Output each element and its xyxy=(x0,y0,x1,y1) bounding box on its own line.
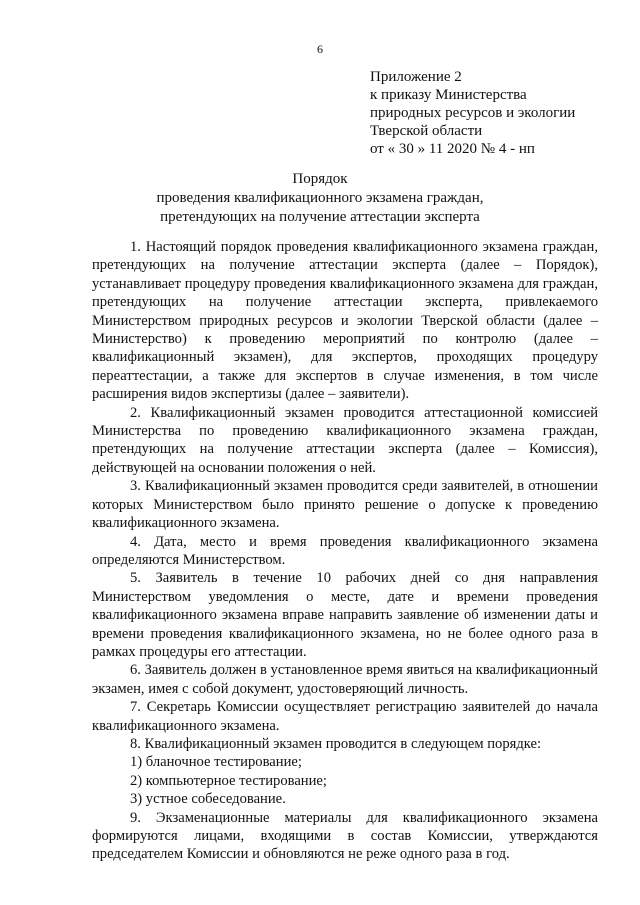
document-body xyxy=(92,238,598,864)
title-line-1: Порядок xyxy=(292,171,348,187)
document-title xyxy=(0,170,640,227)
paragraph-8: 8. Квалификационный экзамен проводится в следующем порядке: xyxy=(130,735,542,752)
paragraph-2: 2. Квалификационный экзамен проводится аттестационной комиссией Министерства по проведению квалификационного экзамена граждан, претендующих на получение аттестации эксперта (далее – Комиссия), действующей на основании положения о ней. xyxy=(92,404,598,476)
appendix-line-4: Тверской области xyxy=(370,123,483,139)
title-line-2: проведения квалификационного экзамена граждан, xyxy=(156,190,484,206)
paragraph-3: 3. Квалификационный экзамен проводится среди заявителей, в отношении которых Министерством было принято решение о допуске к проведению квалификационного экзамена. xyxy=(92,478,598,532)
paragraph-1: 1. Настоящий порядок проведения квалификационного экзамена граждан, претендующих на получение аттестации эксперта (далее – Порядок), устанавливает процедуру проведения квалификационного экзамена для граждан, претендующих на получение аттестации эксперта, привлекаемого Министерством природных ресурсов и экологии Тверской области (далее – Министерство) к проведению мероприятий по контролю (далее – квалификационный экзамен), для экспертов, проходящих процедуру переаттестации, а также для экспертов в случае изменения, в том числе расширения видов экспертизы (далее – заявители). xyxy=(92,239,598,403)
appendix-line-2: к приказу Министерства xyxy=(370,87,527,103)
paragraph-7: 7. Секретарь Комиссии осуществляет регистрацию заявителей до начала квалификационного экзамена. xyxy=(92,699,598,734)
page-number: 6 xyxy=(317,42,323,56)
appendix-line-1: Приложение 2 xyxy=(370,69,462,85)
appendix-line-5: от « 30 » 11 2020 № 4 - нп xyxy=(370,141,535,157)
paragraph-6: 6. Заявитель должен в установленное время явиться на квалификационный экзамен, имея с собой документ, удостоверяющий личность. xyxy=(92,662,598,697)
paragraph-5: 5. Заявитель в течение 10 рабочих дней со дня направления Министерством уведомления о месте, дате и времени проведения квалификационного экзамена вправе направить заявление об изменении даты и времени проведения квалификационного экзамена, но не более одного раза в рамках процедуры его аттестации. xyxy=(92,570,598,660)
list-item-2: 2) компьютерное тестирование; xyxy=(130,772,327,789)
appendix-line-3: природных ресурсов и экологии xyxy=(370,105,576,121)
title-line-3: претендующих на получение аттестации эксперта xyxy=(160,209,480,225)
list-item-3: 3) устное собеседование. xyxy=(130,791,286,808)
paragraph-4: 4. Дата, место и время проведения квалификационного экзамена определяются Министерством. xyxy=(92,533,598,568)
paragraph-9: 9. Экзаменационные материалы для квалификационного экзамена формируются лицами, входящими в состав Комиссии, утверждаются председателем Комиссии и обновляются не реже одного раза в год. xyxy=(92,809,598,863)
appendix-header xyxy=(370,68,620,158)
list-item-1: 1) бланочное тестирование; xyxy=(130,754,302,771)
